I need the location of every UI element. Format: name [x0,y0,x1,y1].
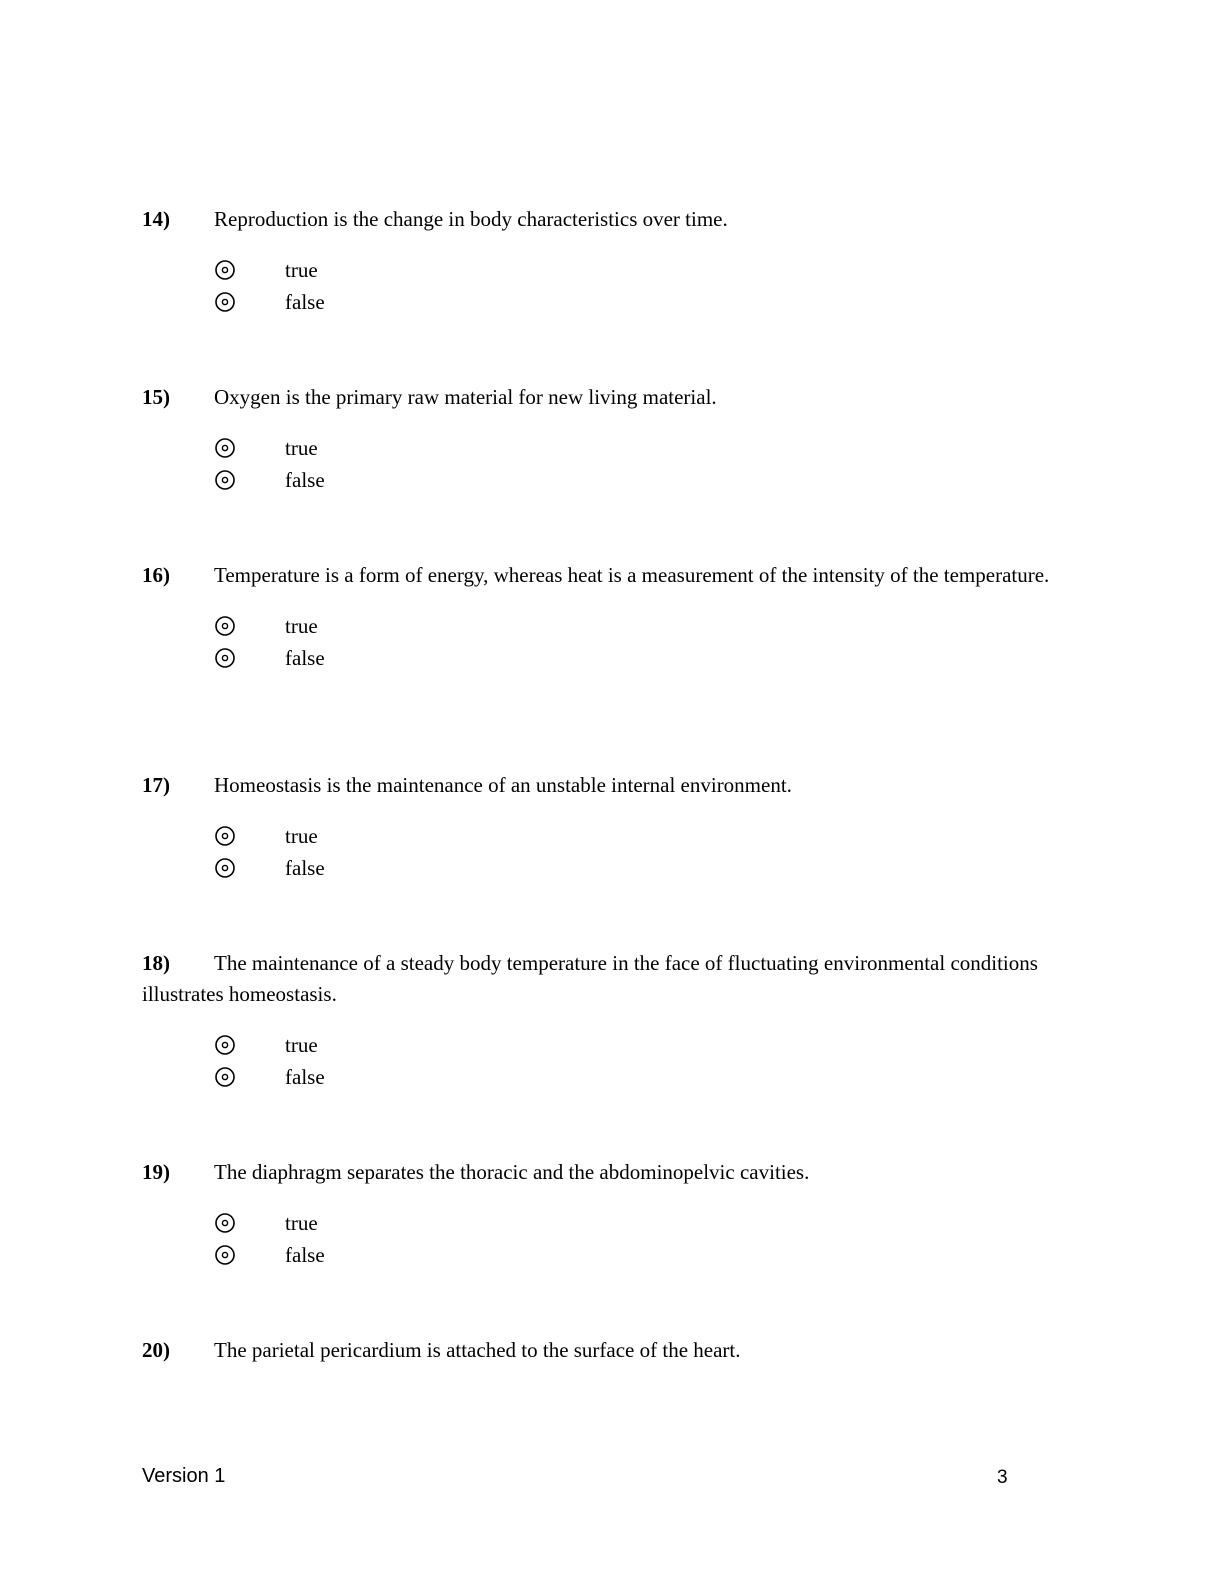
options-list [214,432,1062,496]
question-text-block [142,770,1062,801]
option-label: false [285,855,325,880]
option-label: false [285,1064,325,1089]
question-17 [142,770,1062,884]
question-18 [142,948,1062,1093]
question-number: 20) [142,1338,170,1362]
question-16 [142,560,1062,674]
options-list [214,1029,1062,1093]
option-label: false [285,467,325,492]
footer-page-number: 3 [997,1467,1008,1488]
question-text: Reproduction is the change in body characteristics over time. [214,207,728,231]
options-list [214,610,1062,674]
option-true[interactable] [214,432,1062,464]
question-text: Temperature is a form of energy, whereas heat is a measurement of the intensity of the temperature. [214,563,1050,587]
radio-option-icon[interactable] [214,1244,236,1266]
footer-version: Version 1 [142,1465,226,1487]
question-14 [142,204,1062,318]
radio-option-icon[interactable] [214,1066,236,1088]
question-number: 17) [142,773,170,797]
question-text-block [142,948,1062,1010]
question-text: The diaphragm separates the thoracic and the abdominopelvic cavities. [214,1160,810,1184]
question-text: Oxygen is the primary raw material for new living material. [214,385,717,409]
radio-option-icon[interactable] [214,857,236,879]
options-list [214,1207,1062,1271]
option-label: true [285,823,318,848]
option-label: true [285,1032,318,1057]
question-number: 18) [142,951,170,975]
radio-option-icon[interactable] [214,291,236,313]
question-text: Homeostasis is the maintenance of an unstable internal environment. [214,773,792,797]
options-list [214,254,1062,318]
question-number: 15) [142,385,170,409]
question-number: 19) [142,1160,170,1184]
question-text-block [142,204,1062,235]
question-text: The parietal pericardium is attached to the surface of the heart. [214,1338,741,1362]
option-false[interactable] [214,464,1062,496]
option-label: false [285,1242,325,1267]
option-label: true [285,257,318,282]
radio-option-icon[interactable] [214,437,236,459]
option-false[interactable] [214,1239,1062,1271]
option-true[interactable] [214,1207,1062,1239]
option-true[interactable] [214,610,1062,642]
question-20 [142,1335,1062,1366]
option-true[interactable] [214,254,1062,286]
question-text-block [142,382,1062,413]
option-false[interactable] [214,1061,1062,1093]
option-label: true [285,613,318,638]
option-label: false [285,289,325,314]
option-true[interactable] [214,820,1062,852]
radio-option-icon[interactable] [214,1034,236,1056]
radio-option-icon[interactable] [214,469,236,491]
question-text-block [142,1335,1062,1366]
option-false[interactable] [214,642,1062,674]
question-15 [142,382,1062,496]
option-label: true [285,1210,318,1235]
radio-option-icon[interactable] [214,825,236,847]
option-label: false [285,645,325,670]
question-number: 16) [142,563,170,587]
question-number: 14) [142,207,170,231]
option-false[interactable] [214,286,1062,318]
option-false[interactable] [214,852,1062,884]
question-text-block [142,560,1062,591]
radio-option-icon[interactable] [214,615,236,637]
option-true[interactable] [214,1029,1062,1061]
options-list [214,820,1062,884]
question-text-block [142,1157,1062,1188]
question-text: The maintenance of a steady body temperature in the face of fluctuating environmental conditions illustrates homeostasis. [142,951,1038,1006]
option-label: true [285,435,318,460]
question-19 [142,1157,1062,1271]
radio-option-icon[interactable] [214,259,236,281]
radio-option-icon[interactable] [214,647,236,669]
radio-option-icon[interactable] [214,1212,236,1234]
